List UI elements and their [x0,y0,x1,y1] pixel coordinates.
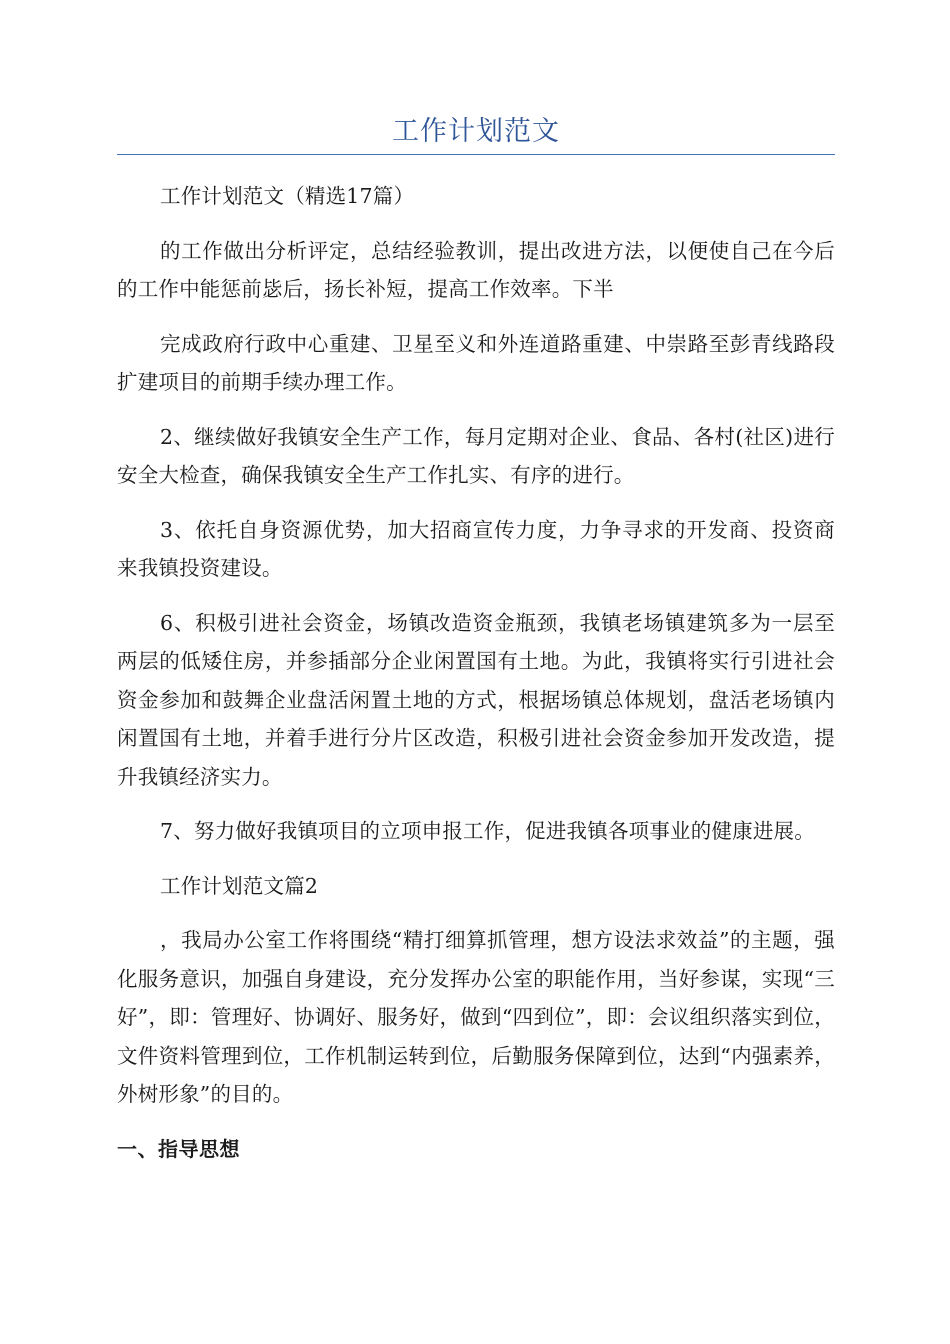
paragraph-3: 2、继续做好我镇安全生产工作，每月定期对企业、食品、各村(社区)进行安全大检查，确保我镇安全生产工作扎实、有序的进行。 [117,424,835,487]
paragraph-2: 完成政府行政中心重建、卫星至义和外连道路重建、中崇路至彭青线路段扩建项目的前期手续办理工作。 [117,331,835,394]
paragraph-8: ，我局办公室工作将围绕“精打细算抓管理，想方设法求效益”的主题，强化服务意识，加强自身建设，充分发挥办公室的职能作用，当好参谋，实现“三好”，即：管理好、协调好、服务好，做到“四到位”，即：会议组织落实到位，文件资料管理到位，工作机制运转到位，后勤服务保障到位，达到“内强素养，外树形象”的目的。 [117,928,835,1106]
title-underline [117,154,835,155]
document-body [117,177,835,1168]
section-heading: 一、指导思想 [117,1136,240,1161]
paragraph-5: 6、积极引进社会资金，场镇改造资金瓶颈，我镇老场镇建筑多为一层至两层的低矮住房，并参插部分企业闲置国有土地。为此，我镇将实行引进社会资金参加和鼓舞企业盘活闲置土地的方式，根据场镇总体规划，盘活老场镇内闲置国有土地，并着手进行分片区改造，积极引进社会资金参加开发改造，提升我镇经济实力。 [117,610,835,789]
document-title: 工作计划范文 [392,116,560,147]
subtitle-paragraph: 工作计划范文（精选17篇） [160,184,415,208]
paragraph-4: 3、依托自身资源优势，加大招商宣传力度，力争寻求的开发商、投资商来我镇投资建设。 [117,517,835,580]
paragraph-6: 7、努力做好我镇项目的立项申报工作，促进我镇各项事业的健康进展。 [160,819,815,843]
section-title-paragraph: 工作计划范文篇2 [160,873,319,898]
paragraph-1: 的工作做出分析评定，总结经验教训，提出改进方法，以便使自己在今后的工作中能惩前毖后，扬长补短，提高工作效率。下半 [117,238,835,301]
